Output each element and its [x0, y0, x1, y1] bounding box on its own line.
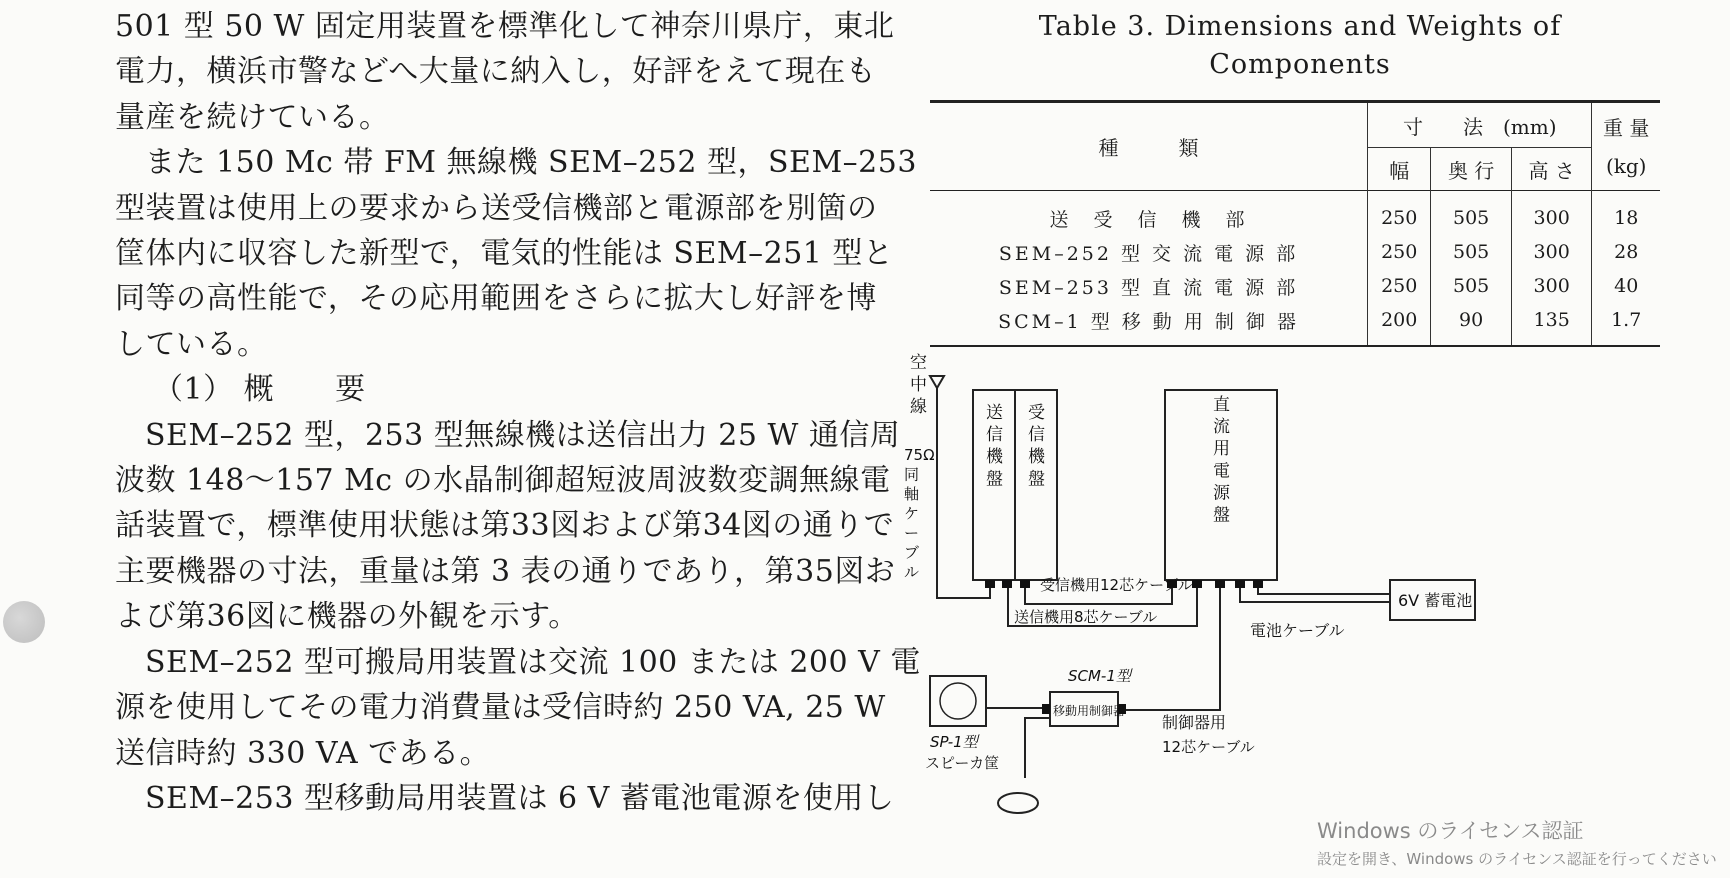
text-line: 話装置で，標準使用状態は第33図および第34図の通りで	[115, 508, 895, 544]
depth-cell: 505	[1431, 235, 1512, 269]
text-line: 送信時約 330 VA である。	[115, 735, 491, 771]
watermark-title: Windows のライセンス認証	[1317, 819, 1584, 843]
text-line: 型装置は使用上の要求から送受信機部と電源部を別箇の	[115, 190, 878, 226]
width-cell: 250	[1368, 235, 1431, 269]
rx-cable-label: 受信機用12芯ケーブル	[1040, 576, 1193, 594]
caption-line-1: Table 3. Dimensions and Weights of	[1038, 11, 1562, 42]
speaker-label: スピーカ筐	[925, 754, 1000, 772]
row-name-cell: SCM–1 型 移 動 用 制 御 器	[998, 310, 1299, 333]
width-cell: 250	[1368, 191, 1431, 236]
battery-cable-line-2	[1258, 584, 1390, 594]
text-line: また 150 Mc 帯 FM 無線機 SEM–252 型，SEM–253	[145, 145, 917, 181]
table-caption	[930, 8, 1670, 84]
activation-watermark	[1317, 815, 1717, 869]
handset-symbol	[998, 793, 1038, 813]
height-cell: 300	[1511, 269, 1592, 303]
dc-power-label: 直流用電源盤	[1213, 395, 1230, 526]
controller-cable-label-2: 12芯ケーブル	[1162, 738, 1255, 756]
text-line: SEM–252 型可搬局用装置は交流 100 または 200 V 電	[145, 644, 921, 680]
text-line: 量産を続けている。	[115, 99, 390, 135]
width-cell: 200	[1368, 303, 1431, 346]
depth-cell: 90	[1431, 303, 1512, 346]
speaker-model-label: SP-1型	[930, 733, 978, 751]
text-line: よび第36図に機器の外観を示す。	[115, 599, 579, 635]
text-line: 同等の高性能で，その応用範囲をさらに拡大し好評を博	[115, 281, 877, 317]
controller-cable-label-1: 制御器用	[1162, 713, 1227, 732]
header-height: 高 さ	[1511, 148, 1592, 191]
text-line: している。	[115, 326, 268, 362]
controller-cable-line	[1118, 584, 1220, 710]
punch-hole	[3, 601, 45, 643]
height-cell: 135	[1511, 303, 1592, 346]
depth-cell: 505	[1431, 191, 1512, 236]
header-dimensions: 寸 法 (mm)	[1368, 102, 1592, 148]
table-row	[930, 269, 1660, 303]
antenna-label: 空中線	[910, 353, 927, 418]
header-weight: 重 量 (kg)	[1592, 102, 1660, 191]
handset-line	[1025, 718, 1050, 778]
weight-cell: 40	[1592, 269, 1660, 303]
text-line: 電力，横浜市警などへ大量に納入し，好評をえて現在も	[115, 54, 877, 90]
weight-cell: 18	[1592, 191, 1660, 236]
coax-label: 75Ω 同軸ケーブル	[904, 446, 935, 581]
header-width: 幅	[1368, 148, 1431, 191]
height-cell: 300	[1511, 191, 1592, 236]
speaker-grille	[940, 683, 976, 719]
wiring-diagram	[904, 353, 1620, 878]
text-line: 501 型 50 W 固定用装置を標準化して神奈川県庁，東北	[115, 9, 895, 44]
table-column	[930, 0, 1670, 333]
weight-cell: 28	[1592, 235, 1660, 269]
controller-model-label: SCM-1型	[1068, 667, 1131, 685]
table-row	[930, 191, 1660, 236]
text-line: 筐体内に収容した新型で，電気的性能は SEM–251 型と	[115, 236, 894, 272]
depth-cell: 505	[1431, 269, 1512, 303]
height-cell: 300	[1511, 235, 1592, 269]
text-line: SEM–252 型，253 型無線機は送信出力 25 W 通信周	[145, 417, 901, 453]
controller-label: 移動用制御器	[1053, 704, 1126, 718]
receiver-label: 受信機盤	[1028, 403, 1045, 490]
section-heading: （1） 概 要	[153, 372, 366, 408]
weight-cell: 1.7	[1592, 303, 1660, 346]
table-row	[930, 303, 1660, 346]
width-cell: 250	[1368, 269, 1431, 303]
dimensions-table	[930, 100, 1660, 347]
text-line: SEM–253 型移動局用装置は 6 V 蓄電池電源を使用し	[145, 780, 895, 816]
table-body	[930, 191, 1660, 347]
row-name-cell: 送 受 信 機 部	[1049, 208, 1248, 231]
transmitter-label: 送信機盤	[986, 403, 1003, 490]
battery-label: 6V 蓄電池	[1398, 591, 1473, 610]
header-kind: 種 類	[1098, 136, 1199, 160]
text-line: 波数 148〜157 Mc の水晶制御超短波周波数変調無線電	[115, 463, 891, 499]
text-line: 源を使用してその電力消費量は受信時約 250 VA, 25 W	[115, 690, 886, 726]
antenna-symbol	[930, 376, 944, 406]
caption-line-2: Components	[1209, 49, 1391, 80]
tx-cable-label: 送信機用8芯ケーブル	[1014, 608, 1158, 626]
row-name-cell: SEM–253 型 直 流 電 源 部	[998, 276, 1299, 299]
battery-cable-label: 電池ケーブル	[1250, 621, 1345, 640]
row-name-cell: SEM–252 型 交 流 電 源 部	[998, 242, 1299, 265]
table-row	[930, 235, 1660, 269]
watermark-subtitle: 設定を開き、Windows のライセンス認証を行ってください	[1317, 850, 1717, 868]
text-line: 主要機器の寸法，重量は第 3 表の通りであり，第35図お	[115, 553, 896, 589]
antenna-coax-line	[937, 406, 990, 598]
header-depth: 奥 行	[1431, 148, 1512, 191]
